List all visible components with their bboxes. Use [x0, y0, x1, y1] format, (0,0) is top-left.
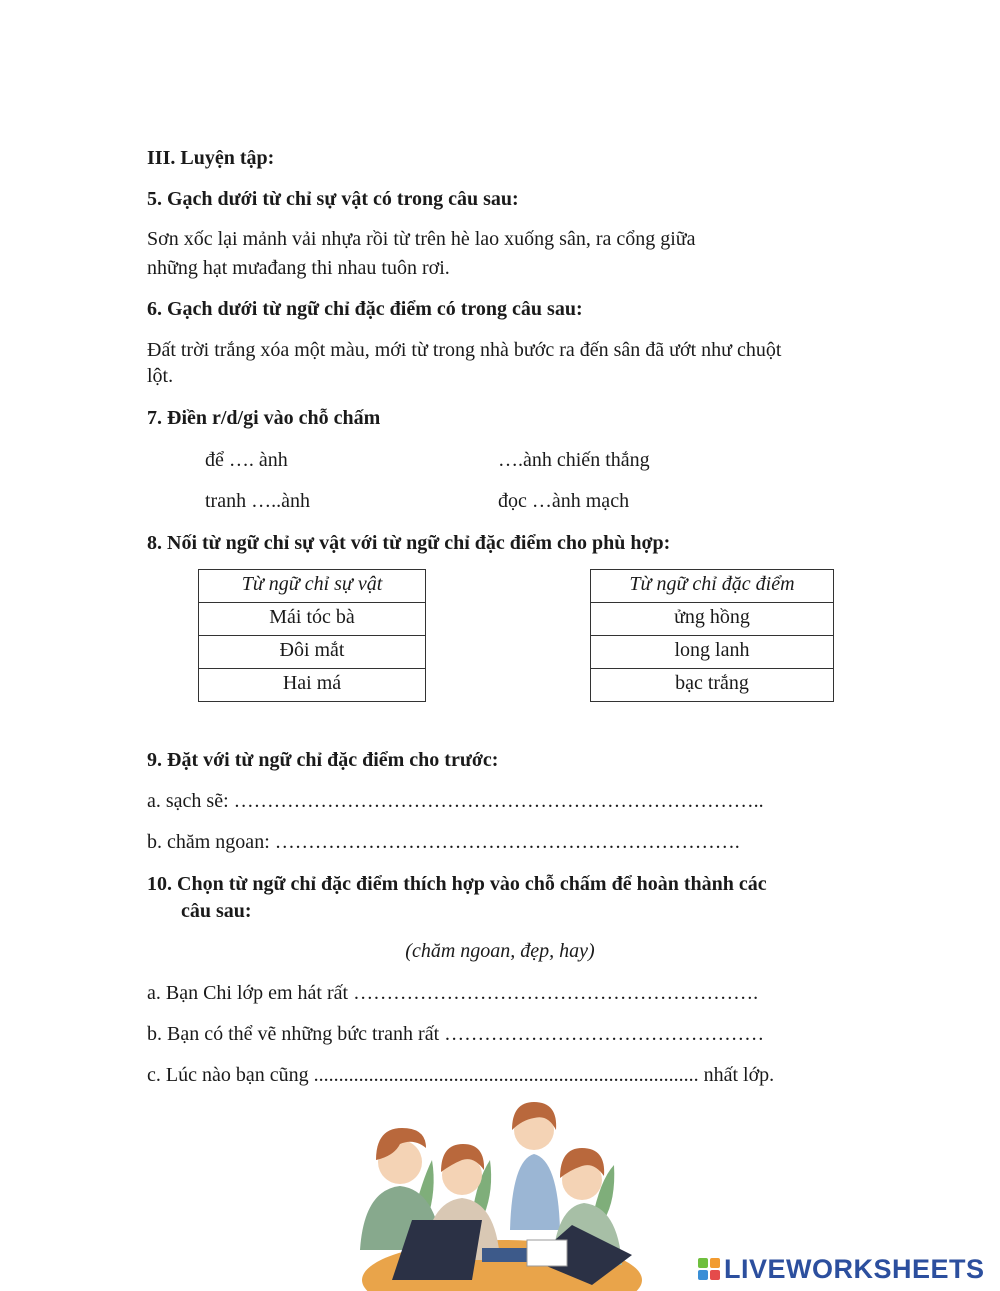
- q9-answer-a[interactable]: a. sạch sẽ: ……………………………………………………………………..: [147, 790, 764, 812]
- q9-answer-b[interactable]: b. chăm ngoan: …………………………………………………………….: [147, 831, 740, 853]
- q10-answer-b[interactable]: b. Bạn có thể vẽ những bức tranh rất …………………………………………: [147, 1023, 765, 1045]
- q9-title: 9. Đặt với từ ngữ chỉ đặc điểm cho trước:: [147, 749, 499, 771]
- q5-title: 5. Gạch dưới từ chỉ sự vật có trong câu sau:: [147, 188, 519, 210]
- q10-answer-c[interactable]: c. Lúc nào bạn cũng ............................................................................. nhất lớp.: [147, 1064, 775, 1086]
- q8-left-item[interactable]: Hai má: [199, 669, 426, 702]
- q7-item-2[interactable]: ….ành chiến thắng: [498, 449, 650, 471]
- q6-sentence-line2: lột.: [147, 365, 174, 387]
- q8-right-item[interactable]: ửng hồng: [591, 603, 834, 636]
- q8-left-item[interactable]: Mái tóc bà: [199, 603, 426, 636]
- q8-right-item[interactable]: bạc trắng: [591, 669, 834, 702]
- q8-left-table: [198, 569, 426, 702]
- q5-sentence-line2: những hạt mưađang thi nhau tuôn rơi.: [147, 257, 450, 279]
- q10-title-line1: 10. Chọn từ ngữ chỉ đặc điểm thích hợp vào chỗ chấm để hoàn thành các: [147, 873, 767, 895]
- q10-answer-a[interactable]: a. Bạn Chi lớp em hát rất …………………………………………………….: [147, 982, 759, 1004]
- q6-title: 6. Gạch dưới từ ngữ chỉ đặc điểm có trong câu sau:: [147, 298, 583, 320]
- q8-left-header: Từ ngữ chỉ sự vật: [199, 570, 426, 603]
- q8-left-item[interactable]: Đôi mắt: [199, 636, 426, 669]
- q7-title: 7. Điền r/d/gi vào chỗ chấm: [147, 407, 381, 429]
- q8-right-table: [590, 569, 834, 702]
- q7-item-3[interactable]: tranh …..ành: [205, 490, 310, 512]
- q6-sentence-line1: Đất trời trắng xóa một màu, mới từ trong nhà bước ra đến sân đã ướt như chuột: [147, 339, 782, 361]
- q10-title-line2: câu sau:: [181, 900, 252, 922]
- liveworksheets-logo-icon: [698, 1258, 720, 1280]
- q7-item-4[interactable]: đọc …ành mạch: [498, 490, 630, 512]
- q7-item-1[interactable]: để …. ành: [205, 449, 288, 471]
- logo-text: LIVEWORKSHEETS: [724, 1253, 985, 1284]
- students-at-table-illustration: [352, 1100, 652, 1291]
- q8-right-item[interactable]: long lanh: [591, 636, 834, 669]
- q8-title: 8. Nối từ ngữ chỉ sự vật với từ ngữ chỉ đặc điểm cho phù hợp:: [147, 532, 671, 554]
- q8-right-header: Từ ngữ chỉ đặc điểm: [591, 570, 834, 603]
- liveworksheets-logo: [698, 1254, 985, 1284]
- section-title: III. Luyện tập:: [147, 147, 275, 169]
- q10-word-hint: (chăm ngoan, đẹp, hay): [405, 940, 595, 962]
- q5-sentence-line1: Sơn xốc lại mảnh vải nhựa rồi từ trên hè lao xuống sân, ra cổng giữa: [147, 228, 696, 250]
